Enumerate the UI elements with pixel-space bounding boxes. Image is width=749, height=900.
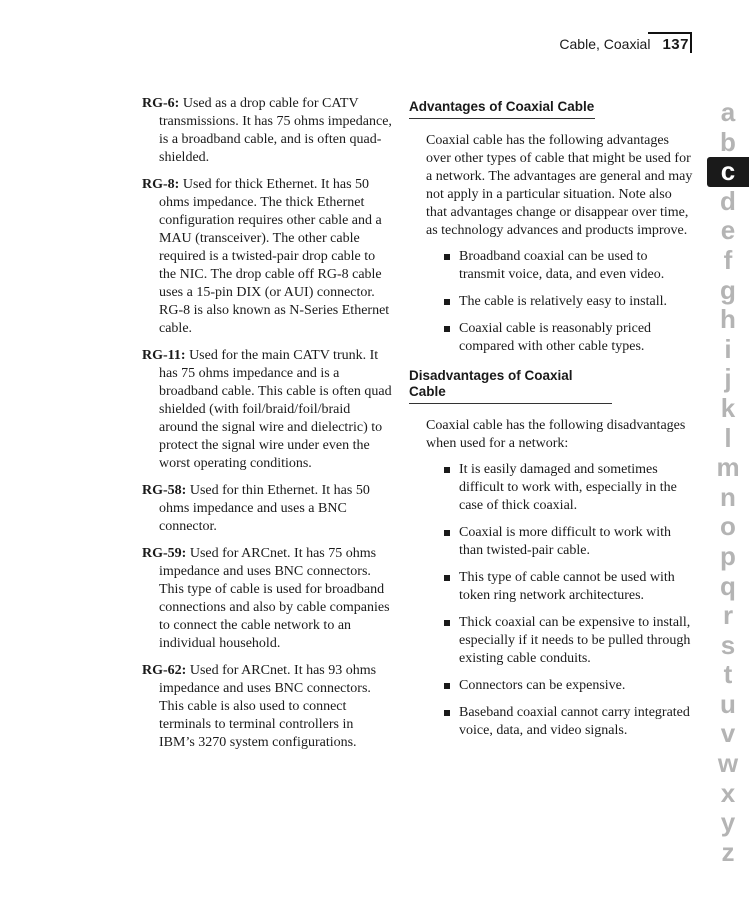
list-item: [409, 461, 695, 515]
thumb-index-letter-s: s: [720, 629, 736, 660]
thumb-index-letter-j: j: [724, 363, 732, 394]
thumb-index-letter-y: y: [720, 807, 736, 838]
list-item-text: The cable is relatively easy to install.: [459, 294, 667, 309]
list-item: [409, 677, 695, 695]
bullet-square-icon: [444, 530, 450, 536]
list-item: [409, 524, 695, 560]
thumb-index-letter-k: k: [720, 392, 736, 423]
thumb-index-letter-r: r: [722, 600, 734, 631]
entry-term: RG-11:: [142, 348, 186, 363]
list-item: [409, 569, 695, 605]
bullet-square-icon: [444, 683, 450, 689]
thumb-index-letter-f: f: [723, 244, 733, 275]
bullet-square-icon: [444, 254, 450, 260]
glossary-entry-rg59: [142, 545, 392, 653]
advantages-intro: Coaxial cable has the following advantages over other types of cable that might be used for a network. The advantages are general and may not apply in a particular situation. Note also that advantages change or disappear over time, as technology advances and products improve.: [426, 133, 693, 238]
glossary-entry-rg11: [142, 347, 392, 473]
bullet-square-icon: [444, 299, 450, 305]
disadvantages-intro: Coaxial cable has the following disadvantages when used for a network:: [426, 418, 686, 451]
header-rule-horizontal: [648, 32, 692, 34]
thumb-index-letter-c: c: [707, 157, 749, 187]
list-item: [409, 614, 695, 668]
entry-text: Used for ARCnet. It has 75 ohms impedance and uses BNC connectors. This type of cable is used for broadband connections and also by cable companies to connect the cable network to an individual household.: [159, 546, 390, 651]
thumb-index-letter-e: e: [720, 215, 736, 246]
thumb-index-letter-h: h: [720, 304, 736, 335]
list-item-text: Coaxial cable is reasonably priced compared with other cable types.: [459, 321, 652, 354]
thumb-index-letter-m: m: [716, 452, 740, 483]
thumb-index-letter-u: u: [720, 688, 736, 719]
thumb-index-letter-g: g: [720, 274, 736, 305]
list-item-text: This type of cable cannot be used with token ring network architectures.: [459, 570, 675, 603]
entry-term: RG-59:: [142, 546, 187, 561]
entry-text: Used for the main CATV trunk. It has 75 ohms impedance and is a broadband cable. This cable is often quad shielded (with foil/braid/foil/braid around the signal wire and dielectric) to protect the signal wire under even the worst operating conditions.: [159, 348, 392, 471]
advantages-list: [409, 248, 695, 356]
advantages-heading: Advantages of Coaxial Cable: [409, 99, 595, 119]
list-item-text: Broadband coaxial can be used to transmit voice, data, and even video.: [459, 249, 665, 282]
thumb-index: [707, 98, 749, 867]
list-item-text: Thick coaxial can be expensive to install, especially if it needs to be pulled through existing cable conduits.: [459, 615, 691, 666]
list-item: [409, 248, 695, 284]
running-head-title: Cable, Coaxial: [559, 36, 651, 52]
thumb-index-letter-b: b: [720, 126, 736, 157]
bullet-square-icon: [444, 326, 450, 332]
bullet-square-icon: [444, 620, 450, 626]
thumb-index-letter-v: v: [720, 718, 736, 749]
thumb-index-letter-x: x: [720, 777, 736, 808]
bullet-square-icon: [444, 467, 450, 473]
header-rule-vertical: [690, 33, 692, 53]
running-head: [0, 36, 689, 53]
entry-term: RG-6:: [142, 96, 180, 111]
thumb-index-letter-q: q: [720, 570, 736, 601]
bullet-square-icon: [444, 575, 450, 581]
glossary-entry-rg6: [142, 95, 392, 167]
entry-text: Used for thin Ethernet. It has 50 ohms impedance and uses a BNC connector.: [159, 483, 370, 534]
thumb-index-letter-i: i: [724, 333, 732, 364]
list-item-text: Connectors can be expensive.: [459, 678, 626, 693]
thumb-index-letter-n: n: [720, 481, 736, 512]
entry-term: RG-58:: [142, 483, 187, 498]
thumb-index-letter-w: w: [717, 748, 739, 779]
entry-text: Used as a drop cable for CATV transmissions. It has 75 ohms impedance, is a broadband cable, and is often quad-shielded.: [159, 96, 392, 165]
thumb-index-letter-a: a: [720, 97, 736, 127]
list-item: [409, 293, 695, 311]
list-item-text: Baseband coaxial cannot carry integrated voice, data, and video signals.: [459, 705, 690, 738]
disadvantages-list: [409, 461, 695, 740]
entry-text: Used for thick Ethernet. It has 50 ohms impedance. The thick Ethernet configuration requires other cable and a MAU (transceiver). The other cable required is a twisted-pair drop cable to the NIC. The drop cable off RG-8 cable uses a 15-pin DIX (or AUI) connector. RG-8 is also known as N-Series Ethernet cable.: [159, 177, 390, 336]
disadvantages-heading: Disadvantages of Coaxial Cable: [409, 368, 612, 404]
page-number: 137: [662, 36, 689, 53]
entry-text: Used for ARCnet. It has 93 ohms impedance and uses BNC connectors. This cable is also used to connect terminals to terminal controllers in IBM’s 3270 system configurations.: [159, 663, 377, 750]
thumb-index-letter-z: z: [721, 836, 735, 867]
list-item: [409, 704, 695, 740]
entry-term: RG-62:: [142, 663, 187, 678]
list-item-text: Coaxial is more difficult to work with than twisted-pair cable.: [459, 525, 672, 558]
thumb-index-letter-t: t: [723, 659, 733, 690]
thumb-index-letter-o: o: [720, 511, 736, 542]
list-item: [409, 320, 695, 356]
glossary-entry-rg58: [142, 482, 392, 536]
bullet-square-icon: [444, 710, 450, 716]
thumb-index-letter-p: p: [720, 540, 736, 571]
left-column: [142, 95, 392, 761]
right-column: [409, 99, 695, 749]
entry-term: RG-8:: [142, 177, 180, 192]
list-item-text: It is easily damaged and sometimes difficult to work with, especially in the case of thick coaxial.: [459, 462, 677, 513]
thumb-index-letter-l: l: [724, 422, 732, 453]
glossary-entry-rg62: [142, 662, 392, 752]
thumb-index-letter-d: d: [720, 185, 736, 216]
glossary-entry-rg8: [142, 176, 392, 338]
